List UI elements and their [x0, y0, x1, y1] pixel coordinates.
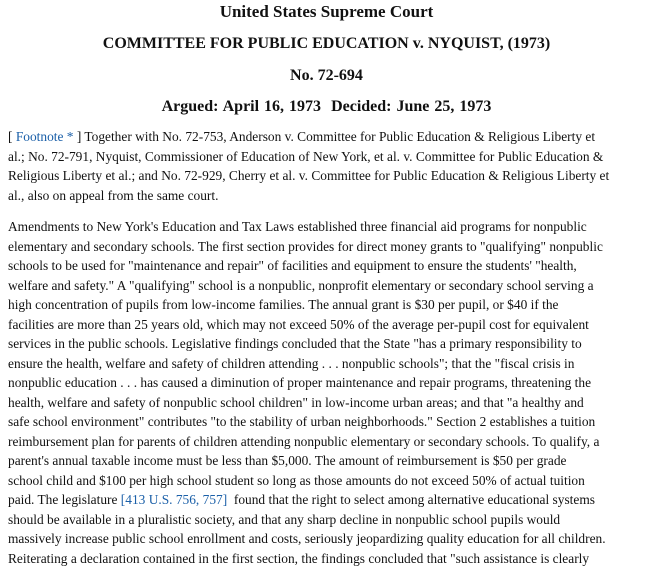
body-paragraph — [8, 217, 645, 568]
footnote-line: al.; No. 72-791, Nyquist, Commissioner of Education of New York, et al. v. Committee for Public Education & — [8, 148, 604, 164]
footnote-line: al., also on appeal from the same court. — [8, 187, 219, 203]
body-line: reimbursement plan for parents of children attending nonpublic elementary or secondary schools. To qualify, a — [8, 433, 600, 449]
footnote-bracket-open: [ — [8, 129, 16, 144]
body-line: parent's annual taxable income must be less than $5,000. The amount of reimbursement is $50 per grade — [8, 453, 567, 468]
body-line: safe school environment" contributes "to the stability of urban neighborhoods." Section 2 establishes a tuition — [8, 414, 596, 429]
body-line: facilities are more than 25 years old, which may not exceed 50% of the average per-pupil cost for equivalent — [8, 316, 589, 332]
body-line: should be available in a pluralistic society, and that any sharp decline in nonpublic school pupils would — [8, 511, 561, 527]
body-line: health, welfare and safety of nonpublic school children" in low-income urban areas; and that "a healthy and — [8, 394, 584, 410]
body-line: Reiterating a declaration contained in the first section, the findings concluded that "such assistance is clearly — [8, 550, 590, 566]
body-line: welfare and safety." A "qualifying" school is a nonpublic, nonprofit elementary or secondary school serving a — [8, 277, 594, 293]
footnote-link[interactable]: Footnote * — [15, 129, 74, 144]
footnote-line: Together with No. 72-753, Anderson v. Committee for Public Education & Religious Liberty et — [81, 129, 596, 144]
body-line: high concentration of pupils from low-income families. The annual grant is $30 per pupil, or $40 if the — [8, 297, 559, 312]
body-line: schools to be used for "maintenance and repair" of facilities and equipment to ensure the students' "health, — [8, 258, 577, 273]
docket-number: No. 72-694 — [290, 67, 363, 84]
footnote-line: Religious Liberty et al.; and No. 72-929, Cherry et al. v. Committee for Public Education & Religious Liberty et — [8, 168, 610, 183]
argued-date: Argued: April 16, 1973 — [161, 98, 322, 115]
dates-line — [8, 96, 645, 118]
body-line: ensure the health, welfare and safety of children attending . . . nonpublic schools"; that the "fiscal crisis in — [8, 355, 575, 371]
footnote-bracket-close: ] — [73, 129, 82, 144]
footnote-paragraph — [8, 127, 645, 205]
body-line: massively increase public school enrollment and costs, seriously jeopardizing quality education for all children. — [8, 531, 606, 546]
page-citation-link[interactable]: [413 U.S. 756, 757] — [120, 492, 228, 507]
body-line-prefix: paid. The legislature — [8, 492, 121, 507]
body-line: school child and $100 per high school student so long as those amounts do not exceed 50% of actual tuition — [8, 472, 585, 488]
body-line: nonpublic education . . . has caused a diminution of proper maintenance and repair programs, threatening the — [8, 375, 592, 390]
body-line: services in the public schools. Legislative findings concluded that the State "has a primary responsibility to — [8, 336, 582, 351]
body-line: elementary and secondary schools. The first section provides for direct money grants to "qualifying" nonpublic — [8, 238, 603, 254]
case-title: COMMITTEE FOR PUBLIC EDUCATION v. NYQUIST, (1973) — [102, 35, 551, 52]
body-line: Amendments to New York's Education and Tax Laws established three financial aid programs for nonpublic — [8, 219, 587, 234]
decided-date: Decided: June 25, 1973 — [331, 98, 492, 115]
body-line-suffix: found that the right to select among alternative educational systems — [227, 492, 595, 507]
court-name: United States Supreme Court — [219, 2, 434, 21]
